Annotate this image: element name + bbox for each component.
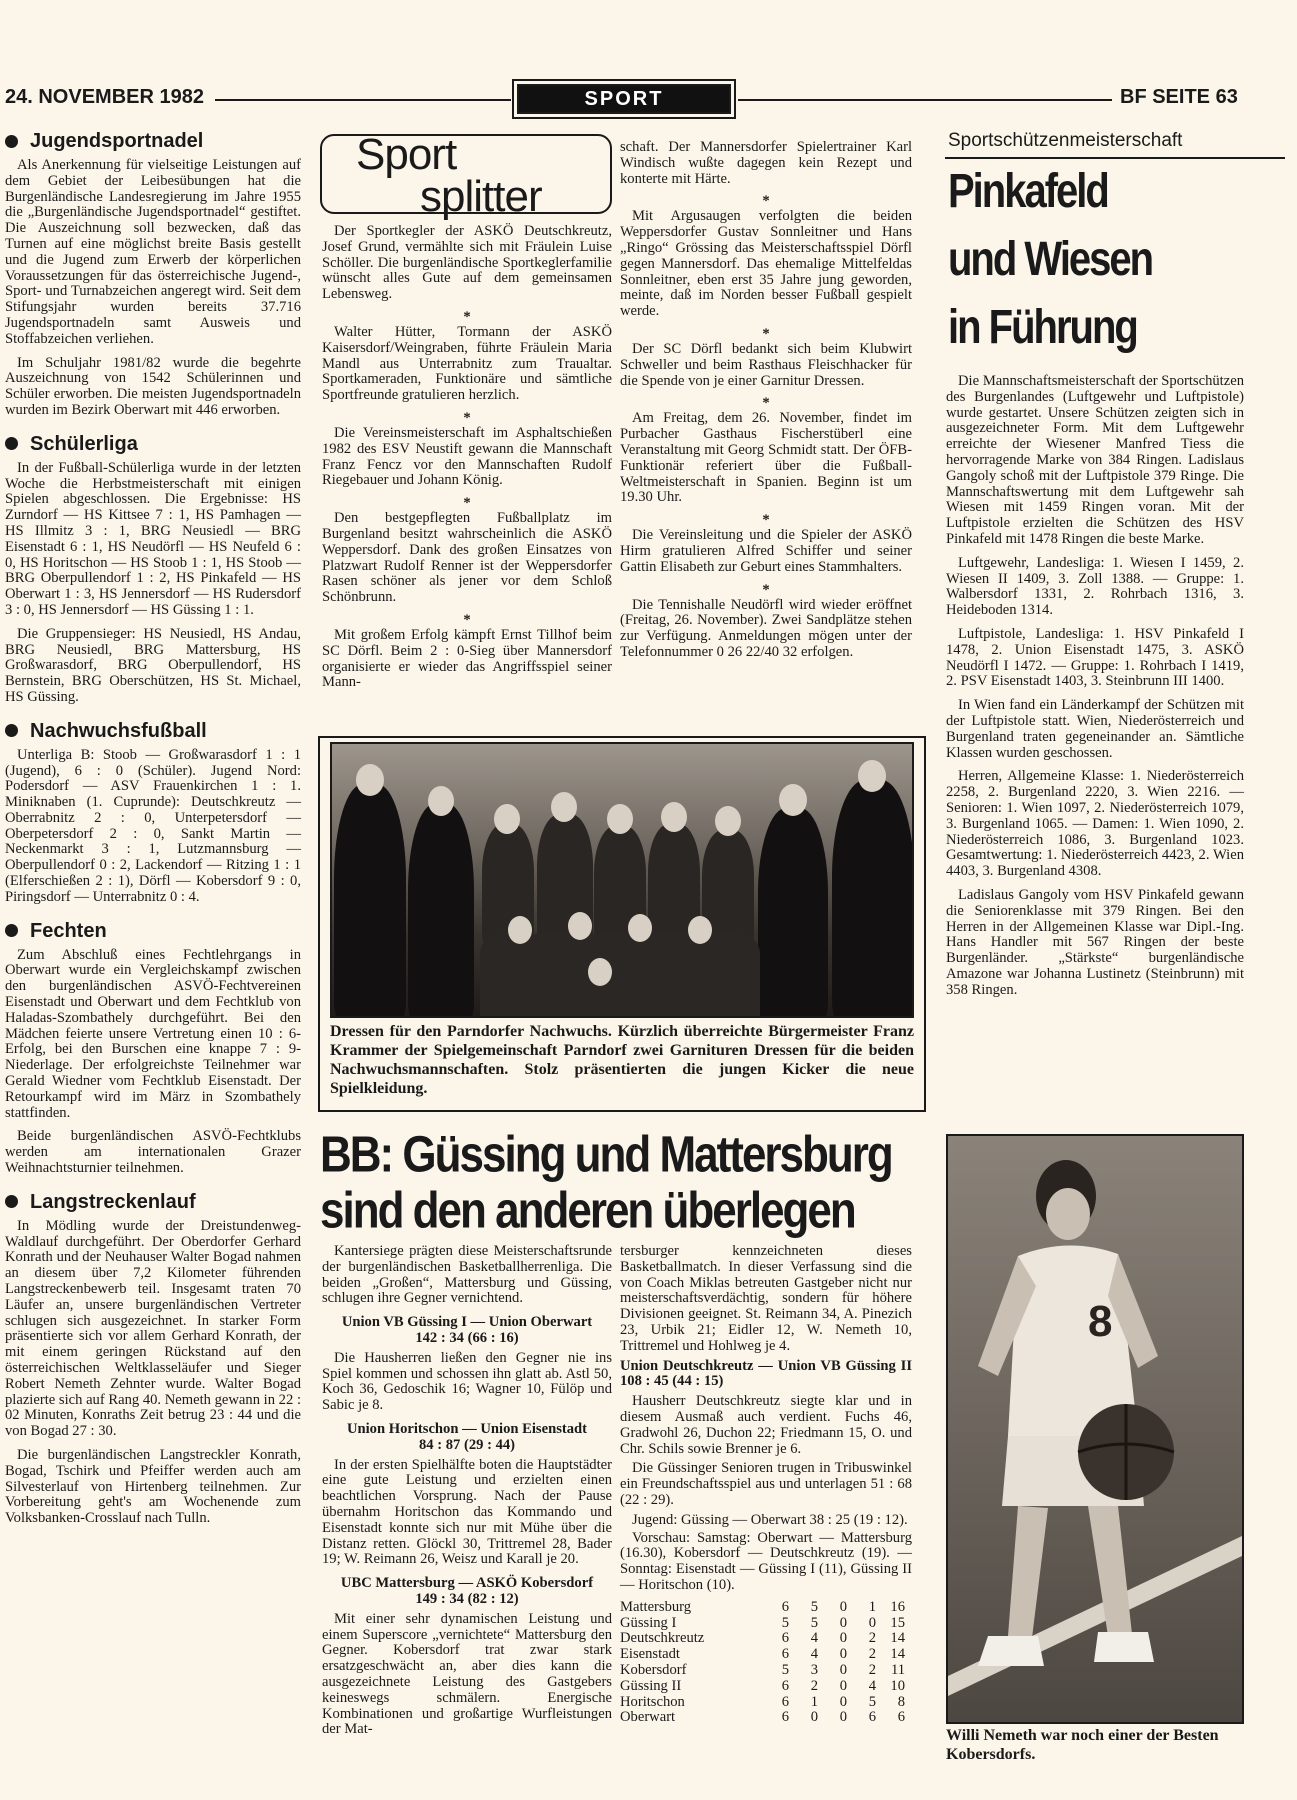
paragraph: Kantersiege prägten diese Meisterschaftsrunde der burgenländischen Basketballherrenliga. Die beiden „Großen“, Mattersburg und Güssing, schlugen ihre Gegner vernichtend. xyxy=(322,1243,612,1307)
stat-value: 14 xyxy=(890,1646,905,1663)
standings-row xyxy=(620,1631,905,1647)
paragraph: Die Vereinsmeisterschaft im Asphaltschießen 1982 des ESV Neustift gewann die Mannschaft Franz Fencz vor den Mannschaften Rudolf Riegebauer und Johann König. xyxy=(322,424,612,489)
separator-star: * xyxy=(463,409,471,426)
stat-value: 0 xyxy=(839,1630,847,1647)
paragraph: Jugend: Güssing — Oberwart 38 : 25 (19 : 12). xyxy=(632,1511,908,1528)
team-name: Oberwart xyxy=(620,1709,676,1726)
standings-row xyxy=(620,1663,905,1679)
paragraph: Luftpistole, Landesliga: 1. HSV Pinkafeld I 1478, 2. Union Eisenstadt 1475, 3. ASKÖ Neudörfl I 1472. — Gruppe: 1. Rohrbach I 1419, 2. PSV Eisenstadt 1403, 3. Steinbrunn III 1400. xyxy=(946,625,1244,690)
stat-value: 5 xyxy=(781,1661,789,1678)
shooting-headline-line2: und Wiesen xyxy=(948,233,1153,286)
bb-headline-line1: BB: Güssing und Mattersburg xyxy=(320,1126,892,1184)
paragraph: Die Tennishalle Neudörfl wird wieder eröffnet (Freitag, 26. November). Zwei Sandplätze stehen zur Verfügung. Anmeldungen mögen unter der Telefonnummer 0 26 22/40 32 erfolgen. xyxy=(620,596,912,660)
standings-row xyxy=(620,1679,905,1695)
stat-value: 0 xyxy=(839,1598,847,1615)
standings-row xyxy=(620,1616,905,1632)
paragraph: Luftgewehr, Landesliga: 1. Wiesen I 1459, 2. Wiesen II 1409, 3. Zoll 1388. — Gruppe: 1. Walbersdorf 1331, 2. Rohrbach 1316, 3. Heideboden 1314. xyxy=(946,554,1244,619)
stat-value: 2 xyxy=(868,1630,876,1647)
separator-star: * xyxy=(762,193,770,210)
paragraph: In Mödling wurde der Dreistundenweg-Waldlauf durchgeführt. Der Oberdorfer Gerhard Konrath und der Neuhauser Walter Bogad nahmen an diesem über 7,2 Kilometer führenden Langstreckenbewerb teil. Insgesamt traten 70 Läufer an, unsere burgenländischen Vertreter schlugen sich ausgezeichnet. In starker Form präsentierte sich vor allem Gerhard Konrath, der mit einem geringen Rückstand auf den österreichischen Weltklasseläufer und Sieger Robert Nemeth Zehnter wurde. Walter Bogad plazierte sich auf Rang 40. Nemeth gewann in 22 : 02 Minuten, Konraths Zeit betrug 23 : 44 und die von Bogad 27 : 30. xyxy=(5,1217,301,1440)
separator-star: * xyxy=(463,611,471,628)
standings-row xyxy=(620,1647,905,1663)
stat-value: 16 xyxy=(890,1598,905,1615)
standings-row xyxy=(620,1695,905,1711)
game-score: 142 : 34 (66 : 16) xyxy=(415,1329,519,1346)
game-score: 149 : 34 (82 : 12) xyxy=(415,1590,519,1607)
separator-star: * xyxy=(762,395,770,412)
splitter-column-1 xyxy=(322,224,612,699)
paragraph: Die Güssinger Senioren trugen in Tribuswinkel ein Freundschaftsspiel aus und unterlagen 51 : 68 (22 : 29). xyxy=(620,1460,912,1508)
header-rule-right xyxy=(738,99,1112,101)
bullet-icon xyxy=(5,924,18,937)
right-column xyxy=(946,374,1244,1006)
stat-value: 6 xyxy=(897,1709,905,1726)
stat-value: 10 xyxy=(890,1677,905,1694)
bullet-icon xyxy=(5,135,18,148)
stat-value: 0 xyxy=(839,1661,847,1678)
stat-value: 1 xyxy=(868,1598,876,1615)
splitter-title-line2: splitter xyxy=(420,172,542,221)
separator-star: * xyxy=(762,325,770,342)
team-photo-caption: Dressen für den Parndorfer Nachwuchs. Kürzlich überreichte Bürgermeister Franz Krammer der Spielgemeinschaft Parndorf zwei Garnituren Dressen für die beiden Nachwuchsmannschaften. Stolz präsentierten die jungen Kicker die neue Spielkleidung. xyxy=(330,1023,914,1097)
team-name: Horitschon xyxy=(620,1693,685,1710)
svg-text:8: 8 xyxy=(1088,1297,1113,1346)
splitter-title-line1: Sport xyxy=(356,130,457,179)
separator-star: * xyxy=(762,581,770,598)
paragraph: Die burgenländischen Langstreckler Konrath, Bogad, Tschirk und Pfeiffer werden auch am Silvesterlauf von Hirtenberg teilnehmen. Zur Vorbereitung geht's am Wochenende zum Volksbanken-Crosslauf nach Tulln. xyxy=(5,1446,301,1527)
header-rule-left xyxy=(215,99,511,101)
stat-value: 0 xyxy=(839,1693,847,1710)
stat-value: 6 xyxy=(781,1630,789,1647)
paragraph: Herren, Allgemeine Klasse: 1. Niederösterreich 2258, 2. Burgenland 2220, 3. Wien 2216. — Senioren: 1. Wien 1097, 2. Niederösterreich 1079, 3. Burgenland 1065. — Damen: 1. Wien 1090, 2. Niederösterreich 1086, 3. Burgenland 1023. Gesamtwertung: 1. Niederösterreich 4423, 2. Wien 4403, 3. Burgenland 4308. xyxy=(946,768,1244,880)
stat-value: 4 xyxy=(868,1677,876,1694)
bullet-icon xyxy=(5,724,18,737)
stat-value: 2 xyxy=(868,1646,876,1663)
paragraph: Die Gruppensieger: HS Neusiedl, HS Andau, BRG Neusiedl, BRG Mattersburg, HS Großwarasdorf, BRG Oberpullendorf, HS Bernstein, BRG Oberschützen, HS St. Michael, HS Güssing. xyxy=(5,625,301,705)
paragraph: Die Vereinsleitung und die Spieler der ASKÖ Hirm gratulieren Alfred Schiffer und seiner Gattin Elisabeth zur Geburt eines Stammhalters. xyxy=(620,527,912,575)
paragraph: In der Fußball-Schülerliga wurde in der letzten Woche die Herbstmeisterschaft mit einigen Spielen abgeschlossen. Die Ergebnisse: HS Zurndorf — HS Kittsee 7 : 1, HS Pamhagen — HS Illmitz 3 : 1, BRG Neusiedl — BRG Eisenstadt 6 : 1, HS Neudörfl — HS Neufeld 6 : 0, HS Horitschon — HS Stoob 1 : 1, HS Stoob — BRG Oberpullendorf 1 : 2, HS Pinkafeld — HS Oberwart 1 : 3, HS Jennersdorf — HS Rudersdorf 3 : 0, HS Jennersdorf — HS Güssing 1 : 1. xyxy=(5,459,301,618)
team-name: Güssing II xyxy=(620,1677,682,1694)
paragraph: Unterliga B: Stoob — Großwarasdorf 1 : 1 (Jugend), 6 : 0 (Schüler). Jugend Nord: Podersdorf — ASV Frauenkirchen 1 : 1. Miniknaben (1. Cuprunde): Deutschkreutz — Oberrabnitz 2 : 0, Unterpetersdorf — Oberpetersdorf 2 : 0, Sankt Martin — Neckenmarkt 3 : 1, Lutzmannsburg — Oberpullendorf 0 : 2, Lackendorf — Ritzing 1 : 1 (Elferschießen 2 : 1), Dörfl — Kobersdorf 9 : 0, Piringsdorf — Unterrabnitz 0 : 4. xyxy=(5,746,301,905)
game-score: 84 : 87 (29 : 44) xyxy=(418,1436,516,1453)
team-name: Eisenstadt xyxy=(620,1646,680,1663)
separator-star: * xyxy=(463,495,471,512)
issue-date: 24. NOVEMBER 1982 xyxy=(5,86,204,108)
paragraph: Vorschau: Samstag: Oberwart — Mattersburg (16.30), Kobersdorf — Deutschkreutz (19). — Sonntag: Eisenstadt — Güssing I (11), Güssing II — Horitschon (10). xyxy=(620,1529,912,1593)
paragraph: Zum Abschluß eines Fechtlehrgangs in Oberwart wurde ein Vergleichskampf zwischen den burgenländischen ASVÖ-Fechtvereinen Eisenstadt und Oberwart und dem Fechtklub von Haladas-Szombathely durchgeführt. Bei den Mädchen feierte unsere Vertretung einen 10 : 6-Erfolg, bei den Burschen eine knappe 7 : 9-Niederlage. Der erfolgreichste Teilnehmer war Gerald Wiedner vom Fechtklub Eisenstadt. Der Retourkampf wird im März in Szombathely stattfinden. xyxy=(5,946,301,1121)
stat-value: 1 xyxy=(810,1693,818,1710)
bullet-icon xyxy=(5,437,18,450)
player-photo xyxy=(946,1134,1244,1724)
stat-value: 2 xyxy=(810,1677,818,1694)
paragraph: Walter Hütter, Tormann der ASKÖ Kaisersdorf/Weingraben, führte Fräulein Maria Mandl aus Unterrabnitz zum Traualtar. Sportkameraden, Funktionäre und sämtliche Sportfreunde gratulieren herzlich. xyxy=(322,323,612,404)
player-figure xyxy=(948,1136,1242,1722)
stat-value: 15 xyxy=(890,1614,905,1631)
stat-value: 0 xyxy=(810,1709,818,1726)
stat-value: 5 xyxy=(810,1614,818,1631)
paragraph: Mit großem Erfolg kämpft Ernst Tillhof beim SC Dörfl. Beim 2 : 0-Sieg über Mannersdorf organisierte er wieder das Angriffsspiel seiner Mann- xyxy=(322,626,612,691)
paragraph: Die Hausherren ließen den Gegner nie ins Spiel kommen und schossen ihn glatt ab. Astl 50, Koch 36, Gedoschik 16; Wagner 10, Fülöp und Sabic je 8. xyxy=(322,1349,612,1414)
shooting-kicker: Sportschützenmeisterschaft xyxy=(948,130,1183,151)
standings-row xyxy=(620,1600,905,1616)
section-jugendsportnadel: Jugendsportnadel xyxy=(5,130,301,152)
section-nachwuchsfussball: Nachwuchsfußball xyxy=(5,720,301,742)
paragraph: Der SC Dörfl bedankt sich beim Klubwirt Schweller und beim Rasthaus Fleischhacker für die Spende von je einer Garnitur Dressen. xyxy=(620,340,912,389)
stat-value: 5 xyxy=(810,1598,818,1615)
paragraph: schaft. Der Mannersdorfer Spielertrainer Karl Windisch wußte dagegen kein Rezept und konterte mit Härte. xyxy=(620,139,912,187)
paragraph: Den bestgepflegten Fußballplatz im Burgenland besitzt wahrscheinlich die ASKÖ Weppersdorf. Dank des großen Einsatzes von Platzwart Rudolf Renner ist der Weppersdorfer Rasen schöner als jener vor dem Schloß Schönbrunn. xyxy=(322,510,612,606)
game-title: Union Horitschon — Union Eisenstadt xyxy=(346,1420,588,1437)
paragraph: In Wien fand ein Länderkampf der Schützen mit der Luftpistole statt. Wien, Niederösterreich und Burgenland traten gegeneinander an. Sämtliche Klassen wurden geschossen. xyxy=(946,697,1244,761)
stat-value: 11 xyxy=(890,1661,905,1678)
paragraph: Beide burgenländischen ASVÖ-Fechtklubs werden am internationalen Grazer Weihnachtsturnier teilnehmen. xyxy=(5,1128,301,1177)
stat-value: 0 xyxy=(839,1614,847,1631)
left-column xyxy=(5,130,301,1535)
stat-value: 2 xyxy=(868,1661,876,1678)
standings-row xyxy=(620,1710,905,1726)
section-schuelerliga: Schülerliga xyxy=(5,433,301,455)
stat-value: 4 xyxy=(810,1646,818,1663)
paragraph: tersburger kennzeichneten dieses Basketballmatch. In dieser Verfassung sind die von Coach Miklas betreuten Gastgeber nicht nur meisterschaftsverdächtig, sondern für höhere Divisionen geeignet. St. Reimann 34, A. Pinezich 23, Urbik 21; Eidler 12, W. Nemeth 10, Trittremel und Hohlweg je 4. xyxy=(620,1243,912,1354)
game-title: Union VB Güssing I — Union Oberwart xyxy=(341,1314,593,1331)
team-photo xyxy=(330,742,914,1018)
game-title: Union Deutschkreutz — Union VB Güssing II 108 : 45 (44 : 15) xyxy=(620,1357,912,1390)
shooting-headline-line1: Pinkafeld xyxy=(948,165,1108,218)
stat-value: 0 xyxy=(868,1614,876,1631)
stat-value: 0 xyxy=(839,1677,847,1694)
standings-table xyxy=(620,1600,905,1726)
stat-value: 6 xyxy=(781,1693,789,1710)
bullet-icon xyxy=(5,1195,18,1208)
splitter-column-2 xyxy=(620,140,912,669)
stat-value: 6 xyxy=(781,1709,789,1726)
paragraph: Ladislaus Gangoly vom HSV Pinkafeld gewann die Seniorenklasse mit 379 Ringen. Bei den Herren in der Allgemeinen Klasse war Dipl.-Ing. Hans Handler mit 567 Ringen der beste Burgenländer. „Stärkste“ burgenländische Amazone war Johanna Lustinetz (Steinbrunn) mit 358 Ringen. xyxy=(946,886,1244,998)
game-title: UBC Mattersburg — ASKÖ Kobersdorf xyxy=(340,1575,594,1592)
stat-value: 0 xyxy=(839,1646,847,1663)
stat-value: 6 xyxy=(781,1646,789,1663)
separator-star: * xyxy=(463,308,471,325)
paragraph: Hausherr Deutschkreutz siegte klar und in diesem Ausmaß auch verdient. Fuchs 46, Gradwohl 26, Duchon 22; Friedmann 15, O. und Chr. Schils sowie Brenner je 6. xyxy=(620,1393,912,1457)
stat-value: 5 xyxy=(868,1693,876,1710)
stat-value: 5 xyxy=(781,1614,789,1631)
section-langstreckenlauf: Langstreckenlauf xyxy=(5,1191,301,1213)
team-name: Kobersdorf xyxy=(620,1661,687,1678)
stat-value: 6 xyxy=(781,1677,789,1694)
kicker-rule xyxy=(945,157,1285,159)
bb-column-2 xyxy=(620,1244,912,1726)
bb-column-1 xyxy=(322,1244,612,1746)
separator-star: * xyxy=(762,512,770,529)
stat-value: 4 xyxy=(810,1630,818,1647)
stat-value: 3 xyxy=(810,1661,818,1678)
shooting-headline-line3: in Führung xyxy=(948,301,1137,354)
bb-headline-line2: sind den anderen überlegen xyxy=(320,1182,855,1240)
section-fechten: Fechten xyxy=(5,920,301,942)
stat-value: 14 xyxy=(890,1630,905,1647)
paragraph: Der Sportkegler der ASKÖ Deutschkreutz, Josef Grund, vermählte sich mit Fräulein Luise Schöller. Die burgenländische Sportkeglerfamilie wünscht alles Gute auf dem gemeinsamen Lebensweg. xyxy=(322,223,612,303)
section-label: SPORT xyxy=(517,84,731,114)
paragraph: Mit Argusaugen verfolgten die beiden Weppersdorfer Gustav Sonnleitner und Hans „Ringo“ Grössing das Meisterschaftsspiel Dörfl gegen Mannersdorf. Das ehemalige Mittelfeldas Sonnleitner, eben erst 35 Jahre jung geworden, meinte, daß im Norden besser Fußball gespielt werde. xyxy=(620,208,912,320)
team-name: Deutschkreutz xyxy=(620,1630,705,1647)
paragraph: Mit einer sehr dynamischen Leistung und einem Superscore „vernichtete“ Mattersburg den Gegner. Kobersdorf trat zwar stark ersatzgeschwächt an, aber dies kann die ausgezeichnete Leistung des Gastgebers keineswegs schmälern. Energische Kombinationen und großartige Wurfleistungen der Mat- xyxy=(322,1610,612,1738)
stat-value: 0 xyxy=(839,1709,847,1726)
stat-value: 8 xyxy=(897,1693,905,1710)
team-name: Mattersburg xyxy=(620,1598,692,1615)
page-number: BF SEITE 63 xyxy=(1120,86,1238,108)
paragraph: Am Freitag, dem 26. November, findet im Purbacher Gasthaus Fischerstüberl eine Veranstaltung mit Georg Schmidt statt. Der ÖFB-Funktionär referiert über die Fußball-Weltmeisterschaft in Spanien. Beginn ist um 19.30 Uhr. xyxy=(620,410,912,506)
team-name: Güssing I xyxy=(620,1614,677,1631)
paragraph: Als Anerkennung für vielseitige Leistungen auf dem Gebiet der Leibesübungen hat die Burgenländische Landesregierung im Jahre 1955 die „Burgenländische Jugendsportnadel“ gestiftet. Die Auszeichnung soll bezwecken, daß das Turnen auf eine möglichst breite Basis gestellt und die Jugend zum Erwerb der körperlichen Voraussetzungen für das österreichische Jugend-, Sport- und Turnabzeichen angeregt wird. Seit dem Stifungsjahr wurden bereits 37.716 Jugendsportnadeln samt Ausweis und Stoffabzeichen verliehen. xyxy=(5,157,301,347)
stat-value: 6 xyxy=(781,1598,789,1615)
paragraph: Im Schuljahr 1981/82 wurde die begehrte Auszeichnung von 1542 Schülerinnen und Schüler erworben. Die meisten Jugendsportnadeln wurden im Bezirk Oberwart mit 446 erworben. xyxy=(5,354,301,418)
player-photo-caption: Willi Nemeth war noch einer der Besten Kobersdorfs. xyxy=(946,1727,1219,1763)
paragraph: In der ersten Spielhälfte boten die Hauptstädter eine gute Leistung und erzielten einen beachtlichen Vorsprung. Nach der Pause übernahm Horitschon das Kommando und Eisenstadt konnte sich nur mit Mühe über die Distanz retten. Glöckl 30, Trittremel 28, Bader 19; W. Reimann 26, Weisz und Karall je 20. xyxy=(322,1456,612,1568)
paragraph: Die Mannschaftsmeisterschaft der Sportschützen des Burgenlandes (Luftgewehr und Luftpistole) wurde gestartet. Unsere Schützen zeigten sich in ausgezeichneter Form. Mit dem Luftgewehr erreichte der Wiesener Manfred Tiess die hervorragende Marke von 384 Ringen. Ladislaus Gangoly schoß mit der Luftpistole 379 Ringe. Die Mannschaftswertung mit dem Luftgewehr sah Wiesen mit 1459 Ringen voran. Mit der Luftpistole erzielten die Schützen des HSV Pinkafeld mit 1478 Ringen die beste Marke. xyxy=(946,373,1244,547)
stat-value: 6 xyxy=(868,1709,876,1726)
